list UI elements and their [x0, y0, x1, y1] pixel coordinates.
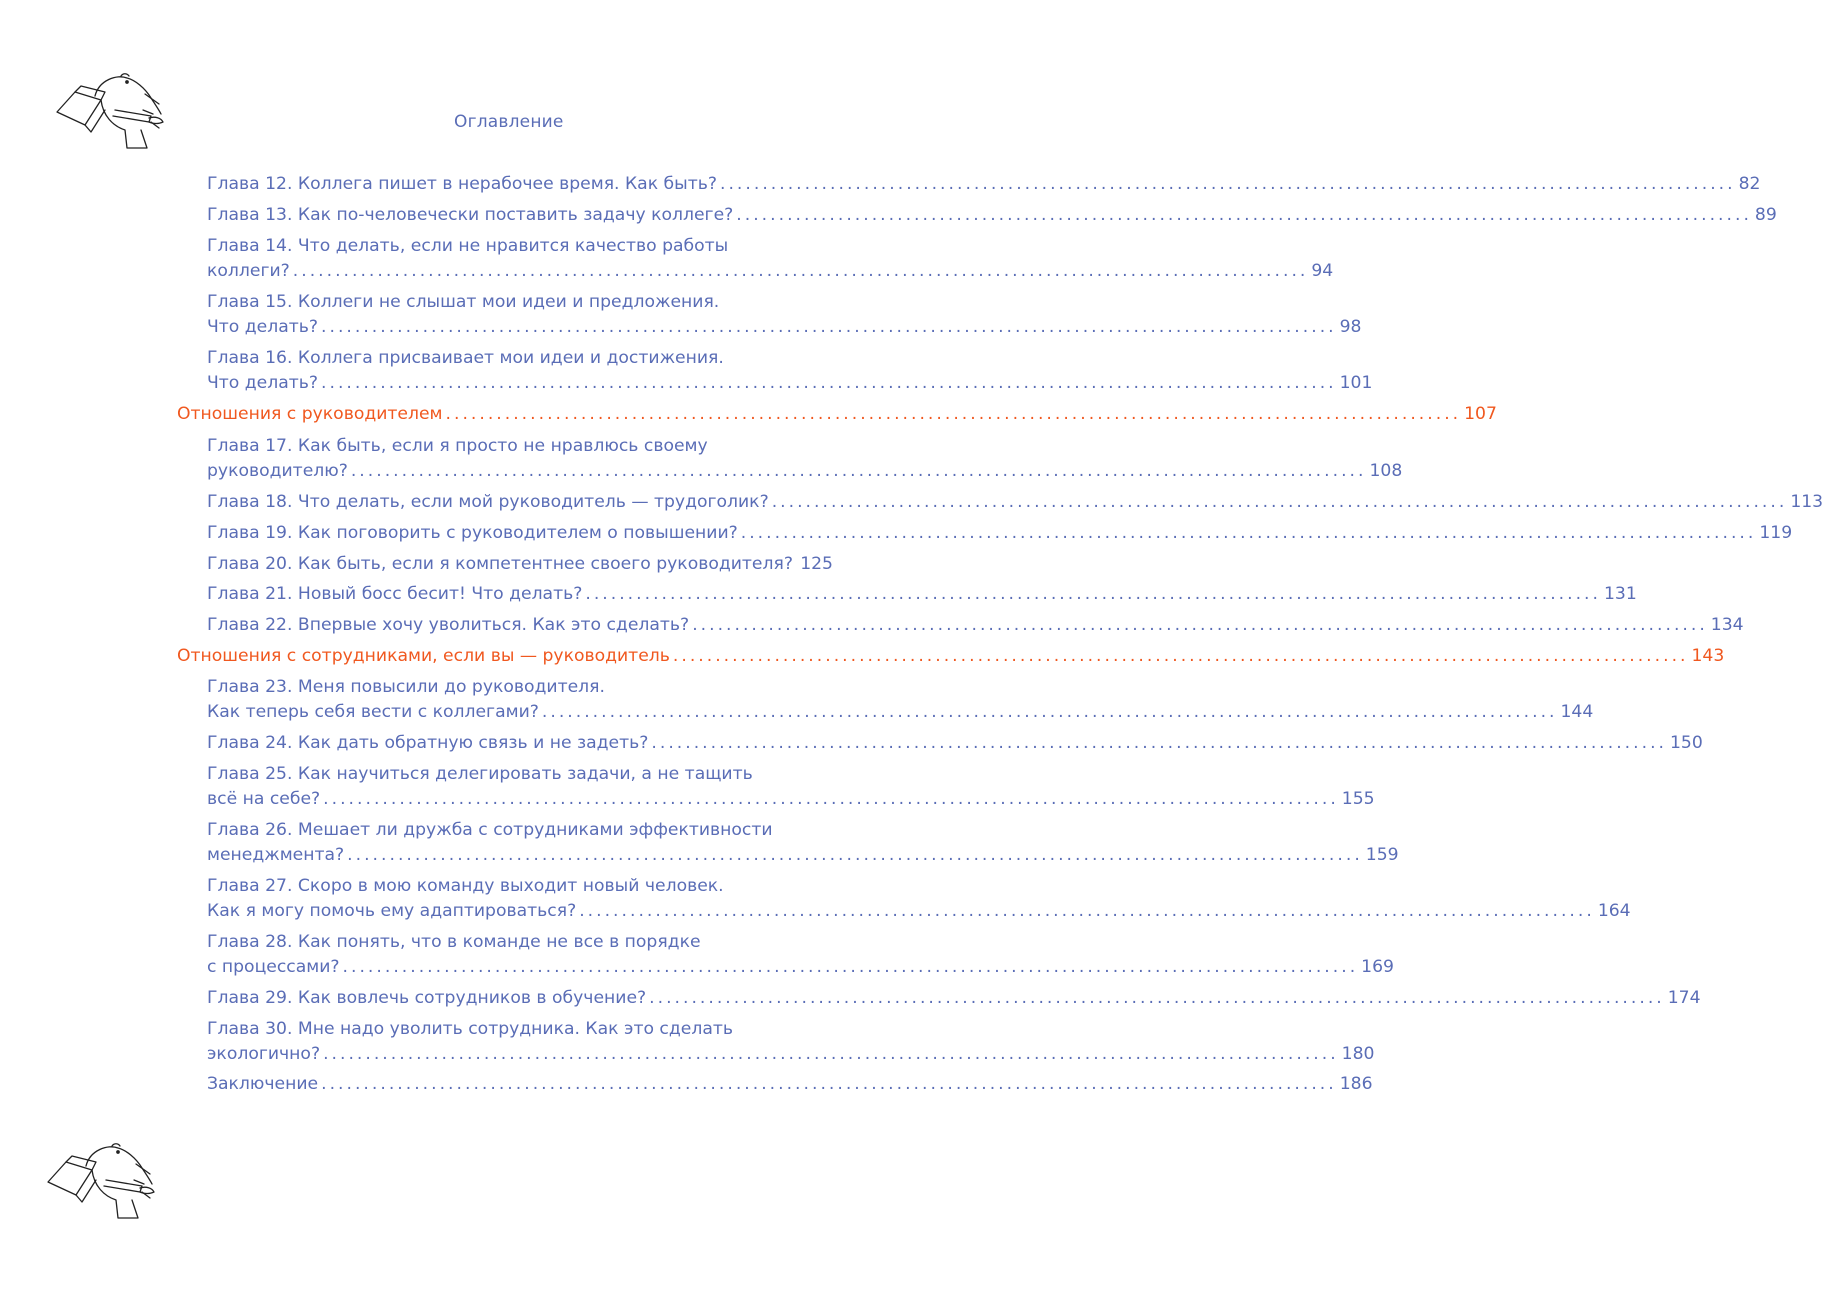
toc-entry[interactable]: [207, 843, 1399, 867]
dot-leader: ........................................................................................................................: [579, 901, 1595, 921]
toc-entry[interactable]: [207, 259, 1334, 283]
page-number: 180: [1341, 1044, 1375, 1064]
toc-entry[interactable]: [207, 1017, 833, 1041]
chapter-title: Глава 17. Как быть, если я просто не нравлюсь своему: [207, 436, 708, 456]
chapter-title: Глава 23. Меня повысили до руководителя.: [207, 677, 605, 697]
page-number: 159: [1365, 845, 1399, 865]
toc-entry[interactable]: [207, 1072, 1373, 1096]
dot-leader: ........................................................................................................................: [347, 845, 1363, 865]
toc-entry[interactable]: [207, 459, 1403, 483]
section-title: Отношения с руководителем: [177, 404, 443, 424]
toc-entry[interactable]: [207, 371, 1373, 395]
chapter-title: руководителю?: [207, 461, 348, 481]
dot-leader: ........................................................................................................................: [651, 733, 1667, 753]
chapter-title: Глава 14. Что делать, если не нравится качество работы: [207, 236, 729, 256]
dot-leader: ........................................................................................................................: [771, 492, 1788, 512]
chapter-title: с процессами?: [207, 957, 340, 977]
page-number: 113: [1790, 492, 1823, 512]
dot-leader: [796, 552, 797, 576]
toc-entry[interactable]: [207, 1042, 1375, 1066]
toc-entry[interactable]: [207, 899, 1631, 923]
dot-leader: ........................................................................................................................: [292, 261, 1309, 281]
page-number: 131: [1603, 584, 1637, 604]
chapter-title: Глава 19. Как поговорить с руководителем о повышении?: [207, 523, 738, 543]
page-number: 98: [1339, 317, 1362, 337]
dot-leader: ........................................................................................................................: [321, 373, 1337, 393]
toc-entry[interactable]: [207, 874, 833, 898]
dot-leader: ........................................................................................................................: [720, 174, 1736, 194]
dot-leader: ........................................................................................................................: [323, 789, 1339, 809]
toc-entry[interactable]: [207, 582, 1637, 606]
toc-entry[interactable]: [207, 234, 833, 258]
page-number: 101: [1339, 373, 1373, 393]
toc-section-heading[interactable]: [177, 402, 1497, 426]
toc-entry[interactable]: [207, 675, 833, 699]
dot-leader: ........................................................................................................................: [649, 988, 1665, 1008]
page-number: 150: [1670, 733, 1703, 753]
page-number: 119: [1759, 523, 1793, 543]
chapter-title: Глава 24. Как дать обратную связь и не задеть?: [207, 733, 649, 753]
chapter-title: Глава 25. Как научиться делегировать задачи, а не тащить: [207, 764, 753, 784]
chapter-title: Глава 30. Мне надо уволить сотрудника. Как это сделать: [207, 1019, 733, 1039]
toc-entry[interactable]: [207, 613, 1744, 637]
dot-leader: ........................................................................................................................: [541, 702, 1558, 722]
chapter-title: Глава 26. Мешает ли дружба с сотрудниками эффективности: [207, 820, 773, 840]
dot-leader: ........................................................................................................................: [672, 646, 1689, 666]
page-number: 169: [1361, 957, 1394, 977]
toc-entry[interactable]: [207, 434, 833, 458]
toc-entry[interactable]: [207, 490, 1823, 514]
chapter-title: Глава 12. Коллега пишет в нерабочее время. Как быть?: [207, 174, 717, 194]
page-number: 82: [1738, 174, 1761, 194]
toc-entry[interactable]: [207, 315, 1362, 339]
dot-leader: ........................................................................................................................: [323, 1044, 1339, 1064]
chapter-title: коллеги?: [207, 261, 290, 281]
toc-entry[interactable]: [207, 521, 1793, 545]
toc-entry[interactable]: [207, 787, 1375, 811]
dot-leader: ........................................................................................................................: [736, 205, 1752, 225]
page-title: Оглавление: [454, 112, 564, 132]
section-title: Отношения с сотрудниками, если вы — руководитель: [177, 646, 670, 666]
dot-leader: ........................................................................................................................: [350, 461, 1367, 481]
dot-leader: ........................................................................................................................: [692, 615, 1708, 635]
toc-entry[interactable]: [207, 955, 1394, 979]
toc-entry[interactable]: [207, 346, 833, 370]
toc-entry[interactable]: [207, 700, 1594, 724]
toc-section-heading[interactable]: [177, 644, 1725, 668]
page-number: 108: [1369, 461, 1403, 481]
chapter-title: Глава 13. Как по-человечески поставить задачу коллеге?: [207, 205, 734, 225]
page-number: 174: [1667, 988, 1701, 1008]
toc-entry[interactable]: [207, 552, 833, 576]
page-number: 155: [1341, 789, 1375, 809]
dot-leader: ........................................................................................................................: [740, 523, 1757, 543]
chapter-title: Глава 22. Впервые хочу уволиться. Как это сделать?: [207, 615, 690, 635]
dot-leader: ........................................................................................................................: [342, 957, 1359, 977]
dot-leader: ........................................................................................................................: [321, 1074, 1337, 1094]
dot-leader: ........................................................................................................................: [445, 404, 1462, 424]
chapter-title: менеджмента?: [207, 845, 345, 865]
chapter-title: Глава 29. Как вовлечь сотрудников в обучение?: [207, 988, 647, 1008]
dot-leader: ........................................................................................................................: [321, 317, 1337, 337]
chapter-title: Что делать?: [207, 317, 319, 337]
chapter-title: Глава 18. Что делать, если мой руководитель — трудоголик?: [207, 492, 769, 512]
toc-entry[interactable]: [207, 172, 1761, 196]
page-number: 143: [1691, 646, 1725, 666]
toc-entry[interactable]: [207, 930, 833, 954]
page-number: 89: [1754, 205, 1777, 225]
chapter-title: Как я могу помочь ему адаптироваться?: [207, 901, 577, 921]
chapter-title: Заключение: [207, 1074, 319, 1094]
chapter-title: Глава 21. Новый босс бесит! Что делать?: [207, 584, 583, 604]
chapter-title: Глава 27. Скоро в мою команду выходит новый человек.: [207, 876, 724, 896]
page-number: 107: [1464, 404, 1497, 424]
chapter-title: Как теперь себя вести с коллегами?: [207, 702, 539, 722]
toc-entry[interactable]: [207, 203, 1777, 227]
toc-entry[interactable]: [207, 731, 1703, 755]
toc-entry[interactable]: [207, 290, 833, 314]
toc-entry[interactable]: [207, 818, 833, 842]
toc-entry[interactable]: [207, 986, 1701, 1010]
toc-entry[interactable]: [207, 762, 833, 786]
page-number: 94: [1311, 261, 1334, 281]
page-number: 164: [1597, 901, 1631, 921]
chapter-title: Глава 28. Как понять, что в команде не все в порядке: [207, 932, 701, 952]
chapter-title: всё на себе?: [207, 789, 321, 809]
chapter-title: Глава 15. Коллеги не слышат мои идеи и предложения.: [207, 292, 720, 312]
chapter-title: Что делать?: [207, 373, 319, 393]
page-number: 144: [1560, 702, 1594, 722]
chapter-title: Глава 16. Коллега присваивает мои идеи и достижения.: [207, 348, 724, 368]
page-number: 125: [800, 554, 833, 574]
page-number: 134: [1710, 615, 1744, 635]
dot-leader: ........................................................................................................................: [585, 584, 1601, 604]
chapter-title: экологично?: [207, 1044, 321, 1064]
page-number: 186: [1339, 1074, 1373, 1094]
chapter-title: Глава 20. Как быть, если я компетентнее своего руководителя?: [207, 554, 793, 574]
